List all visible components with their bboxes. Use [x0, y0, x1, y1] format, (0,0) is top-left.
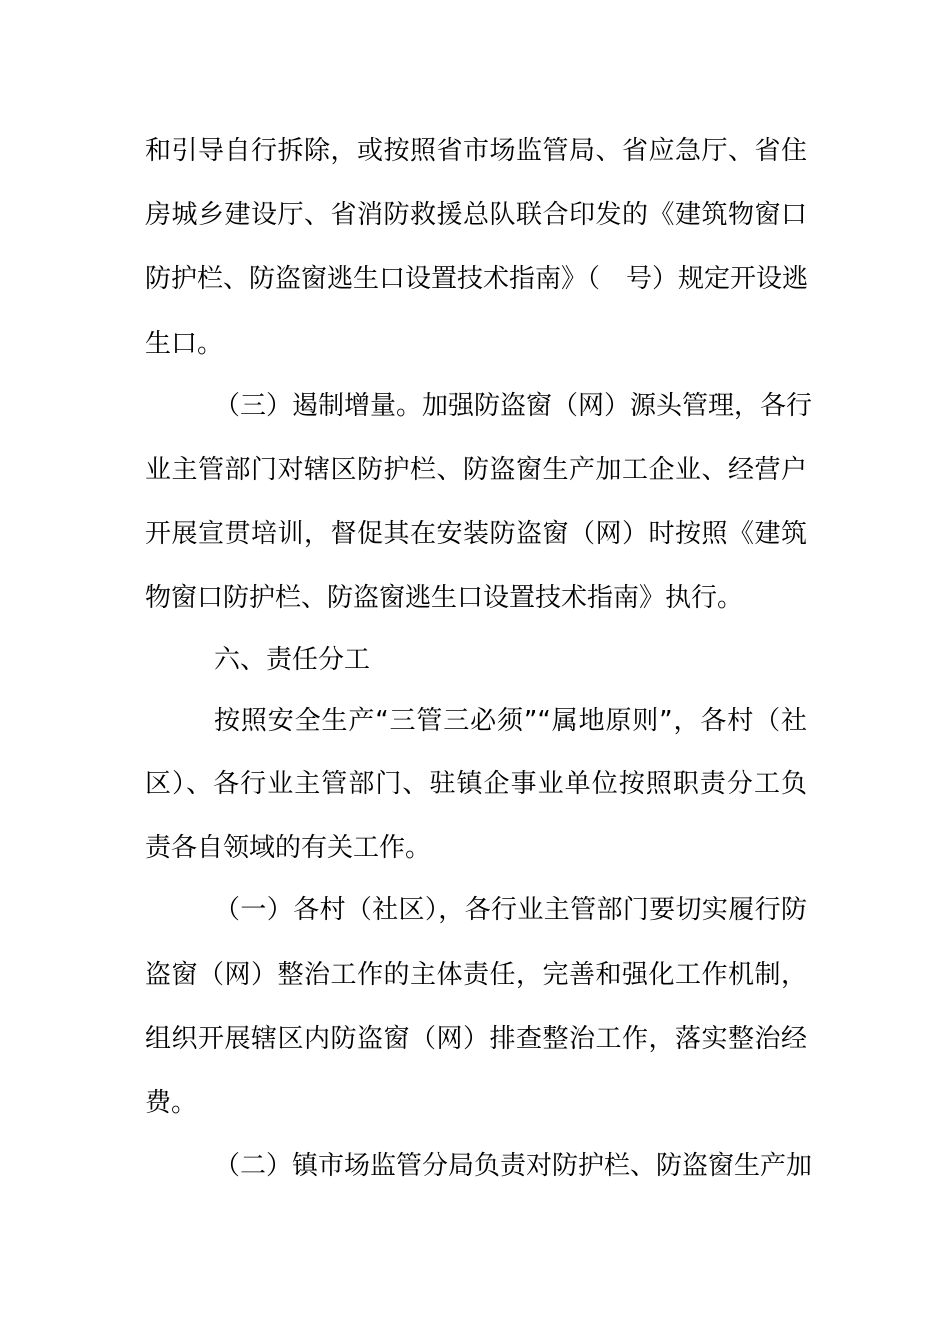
paragraph-line: （二）镇市场监管分局负责对防护栏、防盗窗生产加	[214, 1151, 813, 1181]
paragraph-line: 和引导自行拆除，或按照省市场监管局、省应急厅、省住	[145, 136, 807, 166]
paragraph-line: 开展宣贯培训，督促其在安装防盗窗（网）时按照《建筑	[145, 519, 807, 549]
paragraph-line: 组织开展辖区内防盗窗（网）排查整治工作，落实整治经	[145, 1024, 807, 1054]
paragraph-line: 生口。	[145, 329, 224, 359]
paragraph-line: 物窗口防护栏、防盗窗逃生口设置技术指南》执行。	[145, 583, 744, 613]
paragraph-line: 费。	[145, 1088, 198, 1118]
paragraph-line: 盗窗（网）整治工作的主体责任，完善和强化工作机制，	[145, 960, 807, 990]
paragraph-line: 区）、各行业主管部门、驻镇企事业单位按照职责分工负	[145, 769, 807, 799]
paragraph-line: 按照安全生产“三管三必须”“属地原则”，各村（社	[214, 706, 807, 736]
paragraph-line: （三）遏制增量。加强防盗窗（网）源头管理，各行	[214, 391, 813, 421]
paragraph-line: 房城乡建设厅、省消防救援总队联合印发的《建筑物窗口	[145, 200, 807, 230]
paragraph-line: 防护栏、防盗窗逃生口设置技术指南》（ 号）规定开设逃	[145, 264, 809, 294]
paragraph-line: 责各自领域的有关工作。	[145, 833, 432, 863]
section-heading: 六、责任分工	[214, 645, 371, 675]
paragraph-line: （一）各村（社区），各行业主管部门要切实履行防	[214, 895, 807, 925]
paragraph-line: 业主管部门对辖区防护栏、防盗窗生产加工企业、经营户	[145, 455, 807, 485]
